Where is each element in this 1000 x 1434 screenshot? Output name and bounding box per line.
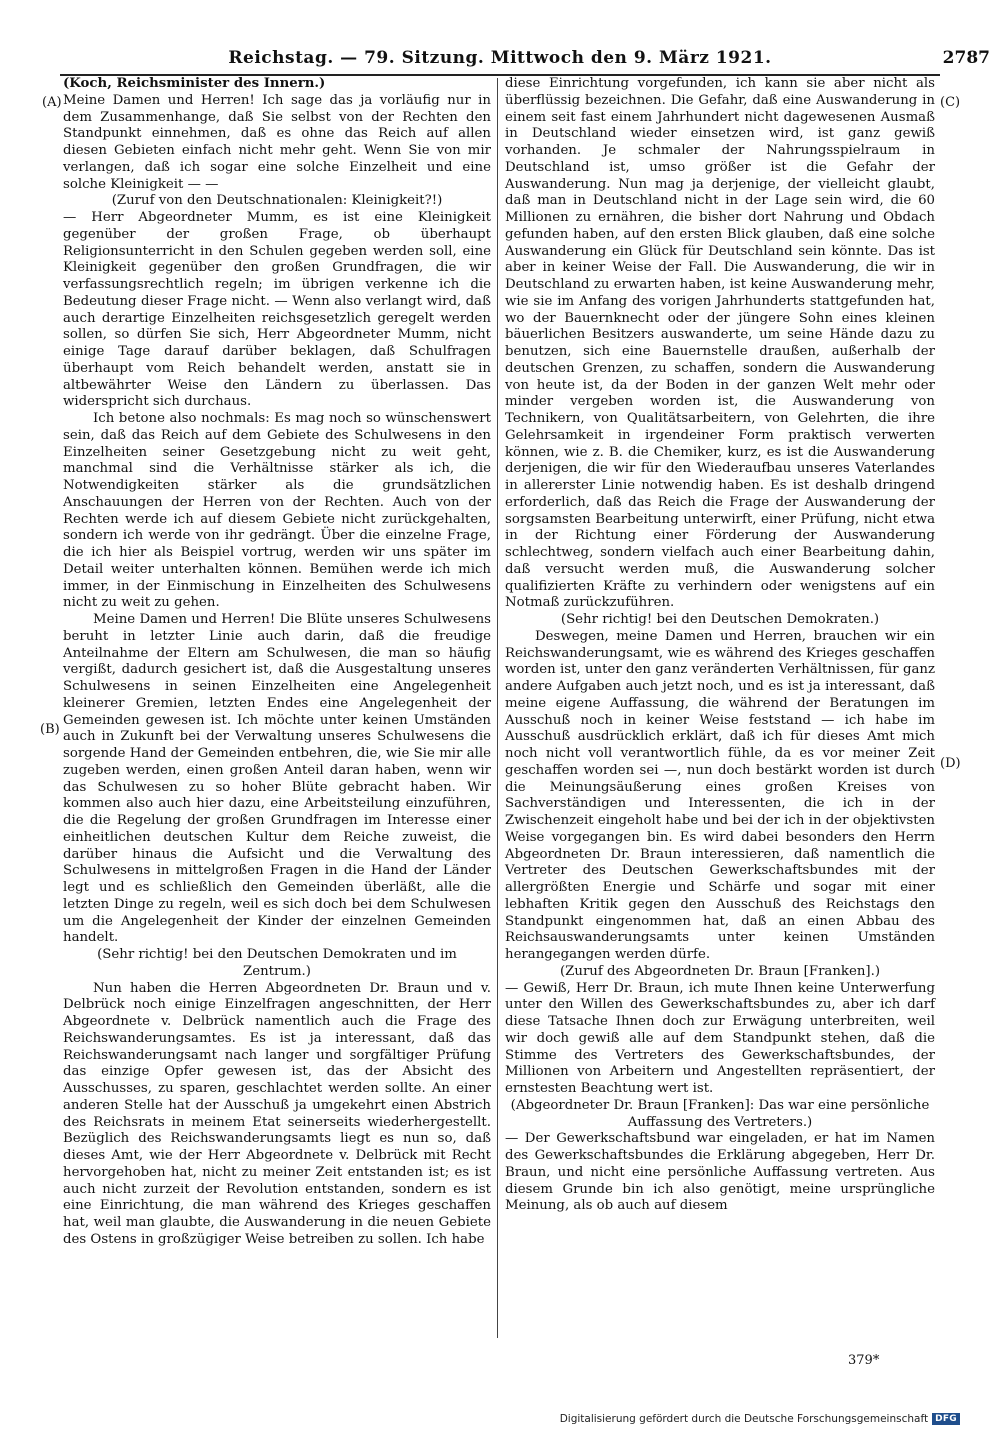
page-header bbox=[60, 48, 990, 76]
right-column bbox=[505, 76, 935, 1215]
interjection: (Abgeordneter Dr. Braun [Franken]: Das war eine persönliche Auffassung des Vertreters.) bbox=[510, 1097, 930, 1130]
paragraph: — Herr Abgeordneter Mumm, es ist eine Kleinigkeit gegenüber der großen Frage, ob überhaupt Religionsunterricht in den Schulen gegeben werden soll, eine Kleinigkeit gegenüber den großen Grundfragen, die wir verfassungsrechtlich regeln; im übrigen verkenne ich die Bedeutung dieser Frage nicht. — Wenn also verlangt wird, daß auch derartige Einzelheiten reichsgesetzlich geregelt werden sollen, so dürfen Sie sich, Herr Abgeordneter Mumm, nicht einige Tage darauf darüber beklagen, daß Schulfragen überhaupt vom Reich behandelt werden, anstatt sie in altbewährter Weise den Ländern zu überlassen. Das widerspricht sich durchaus. bbox=[63, 210, 491, 410]
margin-mark-a: (A) bbox=[42, 95, 62, 110]
left-column bbox=[63, 76, 491, 1249]
paragraph: Nun haben die Herren Abgeordneten Dr. Braun und v. Delbrück noch einige Einzelfragen angeschnitten, der Herr Abgeordnete v. Delbrück namentlich auch die Frage des Reichswanderungsamtes. Es ist ja interessant, daß das Reichswanderungsamt nach langer und sorgfältiger Prüfung das einzige Opfer gewesen ist, das der Absicht des Ausschusses, zu sparen, geschlachtet werden sollte. An einer anderen Stelle hat der Ausschuß ja umgekehrt einen Abstrich des Reichsrats in meinem Etat seinerseits wiederhergestellt. Bezüglich des Reichswanderungsamts liegt es nun so, daß dieses Amt, wie der Herr Abgeordnete v. Delbrück mit Recht hervorgehoben hat, nicht zu meiner Zeit entstanden ist; es ist auch nicht zurzeit der Revolution entstanden, sondern es ist eine Einrichtung, die man während des Krieges geschaffen hat, weil man glaubte, die Auswanderung in die neuen Gebiete des Ostens in großzügiger Weise betreiben zu sollen. Ich habe bbox=[63, 980, 491, 1247]
funding-note bbox=[560, 1413, 960, 1425]
paragraph: Meine Damen und Herren! Die Blüte unseres Schulwesens beruht in letzter Linie auch darin, daß die freudige Anteilnahme der Eltern am Schulwesen, die man so häufig vergißt, dadurch gesichert ist, daß die Ausgestaltung unseres Schulwesens in seinen Einzelheiten eine Angelegenheit kleinerer Gremien, letzten Endes eine Angelegenheit der Gemeinden gewesen ist. Ich möchte unter keinen Umständen auch in Zukunft bei der Verwaltung unseres Schulwesens die sorgende Hand der Gemeinden entbehren, die, wie Sie mir alle zugeben werden, einen großen Anteil daran haben, wenn wir das Schulwesen zu so hoher Blüte gebracht haben. Wir kommen also auch hier dazu, eine Arbeitsteilung einzuführen, die die Regelung der großen Grundfragen im Interesse einer einheitlichen deutschen Kultur dem Reiche zuweist, die darüber hinaus die Aufsicht und die Verwaltung des Schulwesens in mittelgroßen Fragen in die Hand der Länder legt und es schließlich den Gemeinden überläßt, alle die letzten Dinge zu regeln, weil es sich doch bei dem Schulwesen um die Angelegenheit der Kinder der einzelnen Gemeinden handelt. bbox=[63, 612, 491, 946]
margin-mark-c: (C) bbox=[940, 95, 961, 110]
column-divider bbox=[497, 78, 498, 1338]
interjection: (Sehr richtig! bei den Deutschen Demokraten.) bbox=[560, 612, 880, 627]
paragraph: diese Einrichtung vorgefunden, ich kann sie aber nicht als überflüssig bezeichnen. Die Gefahr, daß eine Auswanderung in einem seit fast einem Jahrhundert nicht dagewesenen Ausmaß in Deutschland wieder einsetzen wird, ist ganz gewiß vorhanden. Je schmaler der Nahrungsspielraum in Deutschland ist, umso größer ist die Gefahr der Auswanderung. Nun mag ja derjenige, der vielleicht glaubt, daß man in Deutschland nicht in der Lage sein wird, die 60 Millionen zu ernähren, die bisher dort Nahrung und Obdach gefunden haben, auf den ersten Blick glauben, daß eine solche Auswanderung ein Glück für Deutschland sein könnte. Das ist aber in keiner Weise der Fall. Die Auswanderung, die wir in Deutschland zu erwarten haben, ist keine Auswanderung mehr, wie sie im Anfang des vorigen Jahrhunderts stattgefunden hat, wo der Bauernknecht oder der jüngere Sohn eines kleinen bäuerlichen Besitzers auswanderte, um seine Hände dazu zu benutzen, sich eine Bauernstelle draußen, außerhalb der deutschen Grenzen, zu schaffen, sondern die Auswanderung von heute ist, da der Boden in der ganzen Welt mehr oder minder vergeben worden ist, die Auswanderung von Technikern, von Qualitätsarbeitern, von Gelehrten, die ihre Gelehrsamkeit in irgendeiner Form praktisch verwerten können, wie z. B. die Chemiker, kurz, es ist die Auswanderung derjenigen, die wir für den Wiederaufbau unseres Vaterlandes in allererster Linie notwendig haben. Es ist deshalb dringend erforderlich, daß das Reich die Frage der Auswanderung der sorgsamsten Bearbeitung unterwirft, einer Prüfung, nicht etwa in der Richtung einer Förderung der Auswanderung schlechtweg, sondern vielfach auch einer Bearbeitung dahin, daß versucht werden muß, die Auswanderung solcher qualifizierten Kräfte zu verhindern oder wenigstens auf ein Notmaß zurückzuführen. bbox=[505, 76, 935, 611]
interjection: (Zuruf von den Deutschnationalen: Kleinigkeit?!) bbox=[111, 193, 443, 209]
speaker-line: (Koch, Reichsminister des Innern.) bbox=[63, 76, 326, 91]
paragraph: — Der Gewerkschaftsbund war eingeladen, er hat im Namen des Gewerkschaftsbundes die Erklärung abgegeben, Herr Dr. Braun, und nicht eine persönliche Auffassung vertreten. Aus diesem Grunde bin ich also genötigt, meine ursprüngliche Meinung, als ob auch auf diesem bbox=[505, 1131, 935, 1214]
interjection: (Sehr richtig! bei den Deutschen Demokraten und im Zentrum.) bbox=[97, 947, 457, 979]
page-number: 2787 bbox=[942, 48, 990, 68]
margin-mark-d: (D) bbox=[940, 756, 961, 771]
interjection: (Zuruf des Abgeordneten Dr. Braun [Franken].) bbox=[559, 963, 881, 979]
paragraph: Deswegen, meine Damen und Herren, brauchen wir ein Reichswanderungsamt, wie es während des Krieges geschaffen worden ist, unter den ganz veränderten Verhältnissen, für ganz andere Aufgaben auch jetzt noch, und es ist ja interessant, daß meine eigene Auffassung, die während der Beratungen im Ausschuß noch in keiner Weise feststand — ich habe im Ausschuß ausdrücklich erklärt, daß ich für dieses Amt mich noch nicht voll verantwortlich fühle, da es vor meiner Zeit geschaffen worden sei —, nun doch bestärkt worden ist durch die Meinungsäußerung eines großen Kreises von Sachverständigen und Interessenten, die ich in der Zwischenzeit eingeholt habe und bei der ich in der objektivsten Weise vorgegangen bin. Es wird dabei besonders den Herrn Abgeordneten Dr. Braun interessieren, daß namentlich die Vertreter des Deutschen Gewerkschaftsbundes mit der allergrößten Energie und Schärfe und sogar mit einer lebhaften Kritik gegen den Ausschuß des Reichstags den Standpunkt eingenommen hat, daß an einen Abbau des Reichsauswanderungsamts unter keinen Umständen herangegangen werden dürfe. bbox=[505, 628, 935, 962]
signature-mark: 379* bbox=[848, 1353, 880, 1368]
margin-mark-b: (B) bbox=[40, 722, 60, 737]
funding-text: Digitalisierung gefördert durch die Deutsche Forschungsgemeinschaft bbox=[559, 1413, 929, 1425]
paragraph: Meine Damen und Herren! Ich sage das ja vorläufig nur in dem Zusammenhange, daß Sie selbst von der Rechten den Standpunkt einnehmen, daß es ohne das Reich auf allen diesen Gebieten einfach nicht mehr geht. Wenn Sie von mir verlangen, daß ich sogar eine solche Einzelheit und eine solche Kleinigkeit — — bbox=[63, 92, 491, 192]
paragraph: — Gewiß, Herr Dr. Braun, ich mute Ihnen keine Unterwerfung unter den Willen des Gewerkschaftsbundes zu, aber ich darf diese Tatsache Ihnen doch zur Erwägung unterbreiten, weil wir doch gewiß alle auf dem Standpunkt stehen, daß die Stimme des Vertreters des Gewerkschaftsbundes, der Millionen von Arbeitern und Angestellten repräsentiert, der ernstesten Beachtung wert ist. bbox=[505, 980, 935, 1096]
header-title: Reichstag. — 79. Sitzung. Mittwoch den 9. März 1921. bbox=[228, 48, 772, 68]
dfg-logo: DFG bbox=[932, 1413, 960, 1425]
paragraph: Ich betone also nochmals: Es mag noch so wünschenswert sein, daß das Reich auf dem Gebiete des Schulwesens in den Einzelheiten seiner Gesetzgebung nicht zu weit geht, manchmal sind die Verhältnisse stärker als ich, die Notwendigkeiten stärker als die grundsätzlichen Anschauungen der Herren von der Rechten. Auch von der Rechten werde ich auf diesem Gebiete nicht zurückgehalten, sondern ich werde von ihr gedrängt. Über die einzelne Frage, die ich hier als Beispiel vortrug, werden wir uns später im Detail weiter unterhalten können. Bemühen werde ich mich immer, in der Einmischung in Einzelheiten des Schulwesens nicht zu weit zu gehen. bbox=[63, 411, 491, 611]
